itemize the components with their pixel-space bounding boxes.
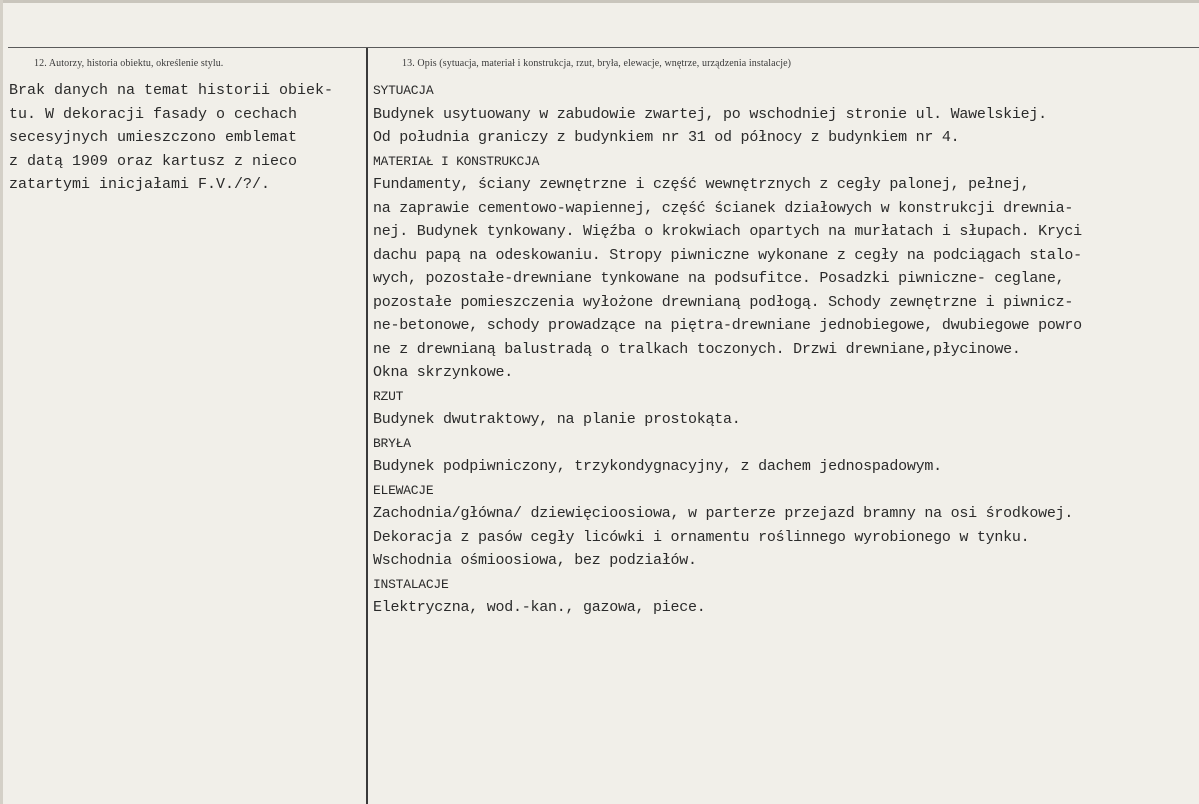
description-text-line: Budynek podpiwniczony, trzykondygnacyjny, z dachem jednospadowym. <box>373 458 942 475</box>
field-13-header: 13. Opis (sytuacja, materiał i konstrukcja, rzut, bryła, elewacje, wnętrze, urządzenia instalacje) <box>402 58 792 69</box>
description-text-line: Dekoracja z pasów cegły licówki i ornamentu roślinnego wyrobionego w tynku. <box>373 528 1030 546</box>
description-text-line: nej. Budynek tynkowany. Więźba o krokwiach opartych na murłatach i słupach. Kryci <box>373 223 1082 240</box>
description-text-line: pozostałe pomieszczenia wyłożone drewnianą podłogą. Schody zewnętrzne i piwnicz- <box>373 293 1074 311</box>
history-text-line: tu. W dekoracji fasady o cechach <box>9 105 298 123</box>
description-text-line: dachu papą na odeskowaniu. Stropy piwniczne wykonane z cegły na podciągach stalo- <box>373 246 1082 264</box>
description-text-line: Okna skrzynkowe. <box>373 364 514 381</box>
description-text-line: Budynek dwutraktowy, na planie prostokąta. <box>373 411 741 428</box>
card-left-edge <box>0 0 3 804</box>
section-heading: MATERIAŁ I KONSTRUKCJA <box>373 153 540 169</box>
description-text-line: Fundamenty, ściany zewnętrzne i część wewnętrznych z cegły palonej, pełnej, <box>373 176 1030 193</box>
section-heading: SYTUACJA <box>373 83 434 98</box>
history-text-line: Brak danych na temat historii obiek- <box>9 82 334 99</box>
history-text-line: z datą 1909 oraz kartusz z nieco <box>9 152 298 170</box>
description-text-line: Budynek usytuowany w zabudowie zwartej, po wschodniej stronie ul. Wawelskiej. <box>373 105 1047 123</box>
field-12-header: 12. Autorzy, historia obiektu, określenie stylu. <box>34 58 224 69</box>
header-rule <box>8 47 1199 48</box>
description-text-line: ne-betonowe, schody prowadzące na piętra-drewniane jednobiegowe, dwubiegowe powro <box>373 317 1082 334</box>
column-divider <box>366 48 368 804</box>
description-text-line: Wschodnia ośmioosiowa, bez podziałów. <box>373 552 697 569</box>
card-top-edge <box>0 0 1199 3</box>
description-text-column <box>373 79 1193 620</box>
description-text-line: ne z drewnianą balustradą o tralkach toczonych. Drzwi drewniane,płycinowe. <box>373 340 1021 358</box>
section-heading: BRYŁA <box>373 435 411 451</box>
description-text-line: wych, pozostałe-drewniane tynkowane na podsufitce. Posadzki piwniczne- ceglane, <box>373 270 1065 287</box>
description-text-line: na zaprawie cementowo-wapiennej, część ścianek działowych w konstrukcji drewnia- <box>373 199 1074 217</box>
history-text-column <box>9 79 364 197</box>
description-text-line: Zachodnia/główna/ dziewięcioosiowa, w parterze przejazd bramny na osi środkowej. <box>373 505 1074 522</box>
section-heading: INSTALACJE <box>373 576 449 592</box>
section-heading: ELEWACJE <box>373 482 434 498</box>
history-text-line: zatartymi inicjałami F.V./?/. <box>9 176 271 193</box>
history-text-line: secesyjnych umieszczono emblemat <box>9 129 298 146</box>
description-text-line: Od południa graniczy z budynkiem nr 31 od północy z budynkiem nr 4. <box>373 129 960 146</box>
section-heading: RZUT <box>373 388 404 404</box>
description-text-line: Elektryczna, wod.-kan., gazowa, piece. <box>373 599 706 616</box>
